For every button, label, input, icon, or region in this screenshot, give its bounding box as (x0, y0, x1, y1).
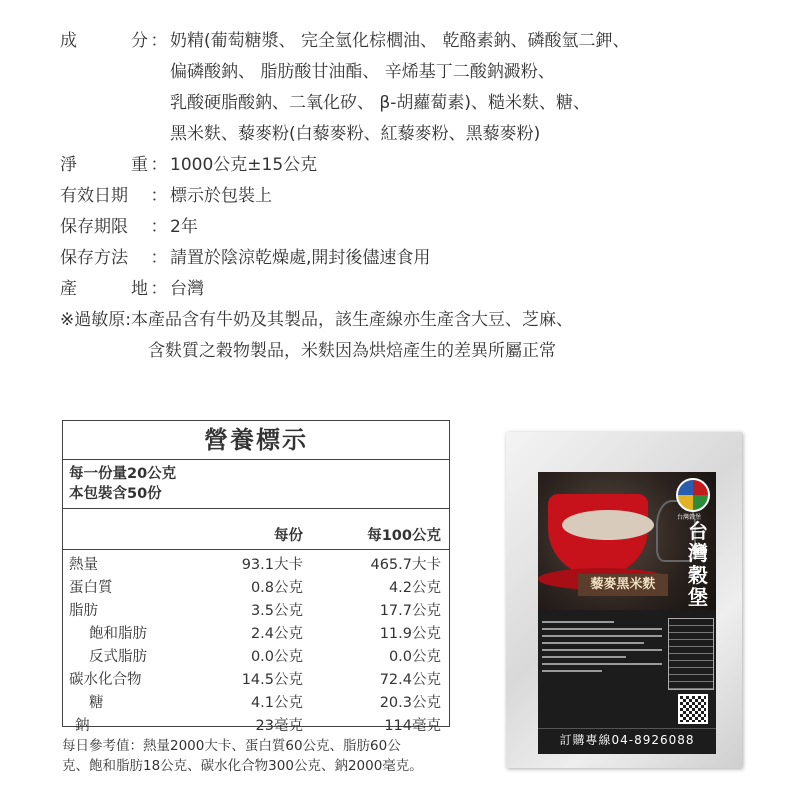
daily-reference: 每日參考值：熱量2000大卡、蛋白質60公克、脂肪60公 克、飽和脂肪18公克、碳水化合物300公克、鈉2000毫克。 (62, 738, 423, 774)
serving-size: 每一份量20公克 (69, 466, 177, 482)
allergen-colon: : (125, 310, 131, 330)
allergen-row (60, 305, 780, 336)
storage-row: 保存方法 ： 請置於陰涼乾燥處,開封後儘速食用 (60, 243, 780, 274)
brand-name: 台灣穀堡 (688, 519, 708, 609)
ingredients-line: 偏磷酸鈉、 脂肪酸甘油酯、 辛烯基丁二酸鈉澱粉、 (170, 62, 555, 82)
table-row: 蛋白質 0.8公克 4.2公克 (69, 580, 441, 596)
table-row: 鈉 23毫克 114毫克 (75, 718, 441, 734)
table-row: 碳水化合物 14.5公克 72.4公克 (69, 672, 441, 688)
serving-info (63, 460, 449, 509)
qr-code-icon (678, 694, 708, 724)
allergen-line: 本產品含有牛奶及其製品，該生產線亦生產含大豆、芝麻、 (130, 310, 573, 330)
origin-label: 產 地 (60, 279, 148, 299)
order-hotline: 訂購專線04-8926088 (538, 728, 716, 751)
nutrition-rows (63, 550, 449, 738)
net-weight-label: 淨 重 (60, 155, 148, 175)
product-package-image (506, 432, 742, 768)
expiry-value: 標示於包裝上 (170, 186, 272, 206)
package-label (538, 472, 716, 754)
allergen-label: ※過敏原 (60, 310, 126, 330)
expiry-label: 有效日期 (60, 186, 128, 206)
package-fine-print (542, 616, 662, 716)
origin-row: 產 地 ： 台灣 (60, 274, 780, 305)
ingredients-row: 成 分 ： 奶精(葡萄糖漿、 完全氫化棕櫚油、 乾酪素鈉、磷酸氫二鉀、 (60, 26, 780, 57)
nutrition-title: 營養標示 (63, 421, 449, 460)
product-info (60, 26, 780, 367)
per-serving-header: 每份 (274, 528, 303, 544)
servings-per-package: 本包裝含50份 (69, 486, 162, 502)
expiry-row: 有效日期 ： 標示於包裝上 (60, 181, 780, 212)
cup-icon (548, 494, 648, 576)
ingredients-label: 成 分 (60, 31, 148, 51)
storage-value: 請置於陰涼乾燥處,開封後儘速食用 (170, 248, 431, 268)
allergen-line: 含麩質之穀物製品，米麩因為烘焙產生的差異所屬正常 (148, 341, 556, 361)
storage-label: 保存方法 (60, 248, 128, 268)
table-row: 反式脂肪 0.0公克 0.0公克 (89, 649, 441, 665)
nutrition-header (63, 523, 449, 550)
table-row: 糖 4.1公克 20.3公克 (89, 695, 441, 711)
table-row: 脂肪 3.5公克 17.7公克 (69, 603, 441, 619)
table-row: 熱量 93.1大卡 465.7大卡 (69, 557, 441, 573)
per-100g-header: 每100公克 (367, 528, 441, 544)
logo-text: 台灣穀堡 (676, 514, 701, 521)
shelf-life-value: 2年 (170, 217, 198, 237)
table-row: 飽和脂肪 2.4公克 11.9公克 (89, 626, 441, 642)
ingredients-line: 乳酸硬脂酸鈉、二氧化矽、 β-胡蘿蔔素)、糙米麩、糖、 (170, 93, 591, 113)
nutrition-table (62, 420, 450, 734)
net-weight-row: 淨 重 ： 1000公克±15公克 (60, 150, 780, 181)
shelf-life-label: 保存期限 (60, 217, 128, 237)
ingredients-line: 奶精(葡萄糖漿、 完全氫化棕櫚油、 乾酪素鈉、磷酸氫二鉀、 (170, 31, 630, 51)
ingredients-line: 黑米麩、藜麥粉(白藜麥粉、紅藜麥粉、黑藜麥粉) (170, 124, 541, 144)
mini-nutrition-table (668, 618, 714, 690)
shelf-life-row: 保存期限 ： 2年 (60, 212, 780, 243)
product-name: 藜麥黑米麩 (578, 574, 668, 596)
brand-logo-icon (676, 478, 710, 512)
origin-value: 台灣 (170, 279, 204, 299)
net-weight-value: 1000公克±15公克 (170, 155, 318, 175)
